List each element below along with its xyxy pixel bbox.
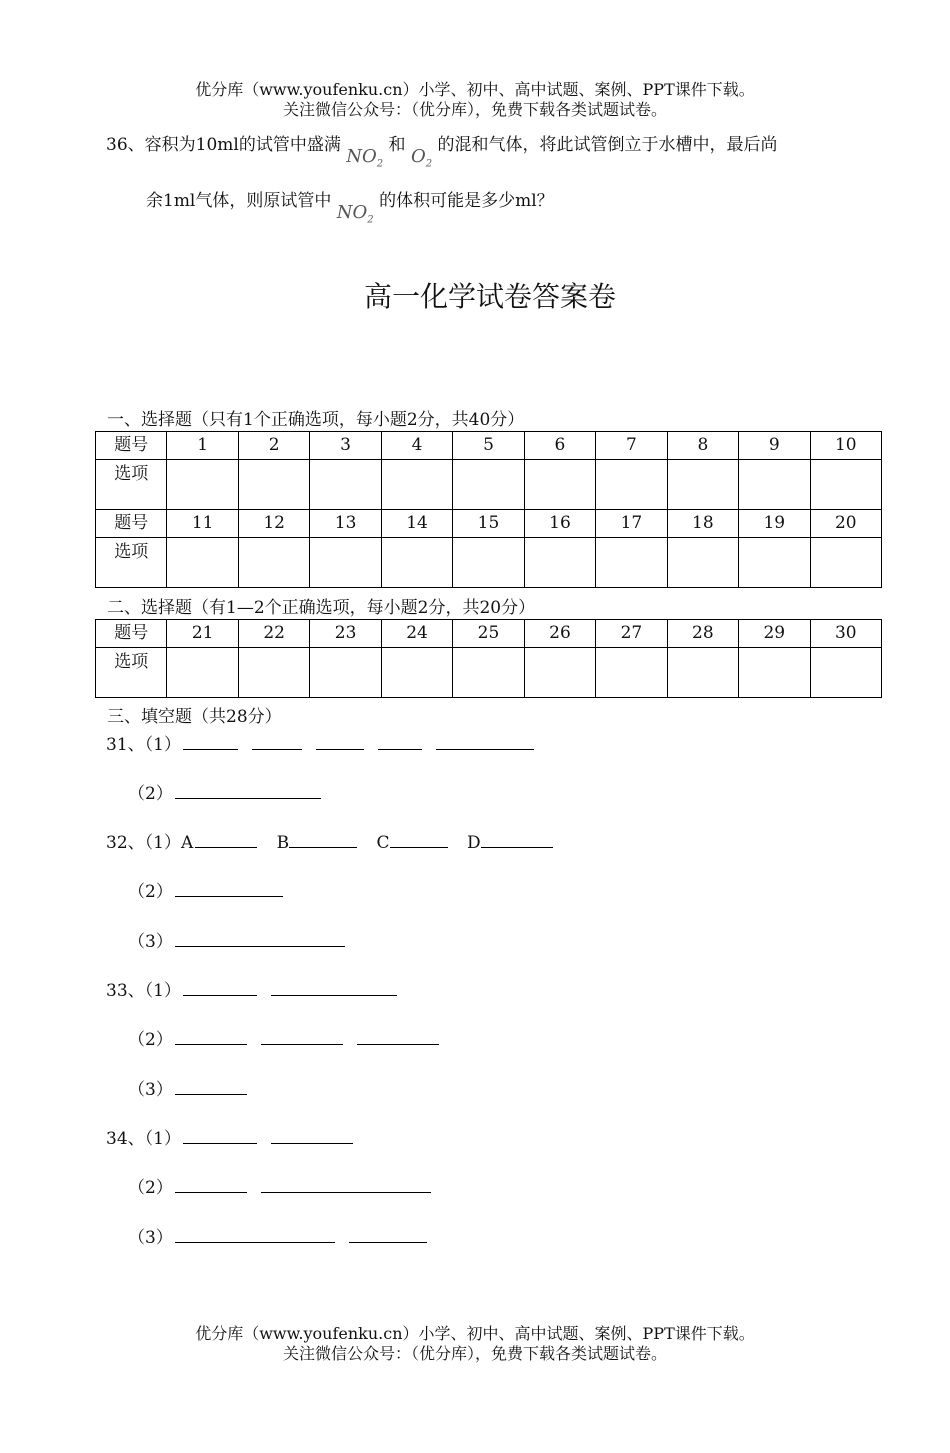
blank[interactable] xyxy=(357,1027,439,1045)
q33-part2: （2） xyxy=(106,1025,453,1050)
blank[interactable] xyxy=(183,1126,257,1144)
answer-cell[interactable] xyxy=(167,460,238,510)
blank[interactable] xyxy=(271,978,397,996)
answer-cell[interactable] xyxy=(453,460,524,510)
page-footer xyxy=(0,1324,950,1364)
blank[interactable] xyxy=(349,1225,427,1243)
table-row xyxy=(96,460,882,510)
answer-label: 选项 xyxy=(96,460,167,510)
answer-cell[interactable] xyxy=(810,460,881,510)
answer-cell[interactable] xyxy=(453,538,524,588)
blank[interactable] xyxy=(271,1126,353,1144)
blank[interactable] xyxy=(481,830,553,848)
q34-part3: （3） xyxy=(106,1223,441,1248)
answer-cell[interactable] xyxy=(524,460,595,510)
answer-cell[interactable] xyxy=(310,460,381,510)
table-row xyxy=(96,648,882,698)
answer-cell[interactable] xyxy=(667,538,738,588)
answer-cell[interactable] xyxy=(453,648,524,698)
answer-cell[interactable] xyxy=(667,460,738,510)
blank[interactable] xyxy=(183,978,257,996)
answer-cell[interactable] xyxy=(739,460,810,510)
answer-cell[interactable] xyxy=(238,648,309,698)
blank[interactable] xyxy=(390,830,448,848)
table-row: 题号 11 12 13 14 15 16 17 18 19 20 xyxy=(96,510,882,538)
page-header xyxy=(0,80,950,120)
answer-cell[interactable] xyxy=(667,648,738,698)
blank[interactable] xyxy=(261,1175,431,1193)
q34-part2: （2） xyxy=(106,1173,445,1198)
header-line-2: 关注微信公众号：（优分库），免费下载各类试题试卷。 xyxy=(282,100,667,119)
row-label: 题号 xyxy=(96,432,167,460)
answer-cell[interactable] xyxy=(596,538,667,588)
answer-label: 选项 xyxy=(96,648,167,698)
blank[interactable] xyxy=(175,1175,247,1193)
answer-cell[interactable] xyxy=(381,538,452,588)
q34-part1: 34、（1） xyxy=(106,1124,367,1149)
formula-no2-2: $NO_2$ xyxy=(336,202,374,226)
footer-line-1: 优分库（www.youfenku.cn）小学、初中、高中试题、案例、PPT课件下载。 xyxy=(195,1324,755,1343)
blank[interactable] xyxy=(183,732,238,750)
blank[interactable] xyxy=(175,1077,247,1095)
answer-cell[interactable] xyxy=(810,538,881,588)
answer-cell[interactable] xyxy=(739,648,810,698)
blank[interactable] xyxy=(261,1027,343,1045)
blank[interactable] xyxy=(252,732,302,750)
answer-cell[interactable] xyxy=(381,648,452,698)
blank[interactable] xyxy=(436,732,534,750)
blank[interactable] xyxy=(175,879,283,897)
answer-cell[interactable] xyxy=(596,648,667,698)
q31-part2: （2） xyxy=(106,779,335,804)
section-2-answer-table xyxy=(95,619,882,698)
row-label: 题号 xyxy=(96,620,167,648)
section-3-heading: 三、填空题（共28分） xyxy=(107,707,282,727)
answer-cell[interactable] xyxy=(310,538,381,588)
section-1-heading: 一、选择题（只有1个正确选项，每小题2分，共40分） xyxy=(107,410,525,430)
answer-cell[interactable] xyxy=(524,648,595,698)
blank[interactable] xyxy=(175,781,321,799)
blank[interactable] xyxy=(175,1225,335,1243)
answer-cell[interactable] xyxy=(167,648,238,698)
section-1-answer-table xyxy=(95,431,882,588)
q32-part2: （2） xyxy=(106,877,297,902)
answer-cell[interactable] xyxy=(739,538,810,588)
q33-part1: 33、（1） xyxy=(106,976,411,1001)
answer-cell[interactable] xyxy=(238,460,309,510)
question-36-line-1: 36、容积为10ml的试管中盛满 $NO_2$ 和 $O_2$ 的混和气体，将此试管倒立于水槽中，最后尚 xyxy=(106,135,778,170)
answer-cell[interactable] xyxy=(310,648,381,698)
answer-cell[interactable] xyxy=(381,460,452,510)
blank[interactable] xyxy=(316,732,364,750)
answer-cell[interactable] xyxy=(238,538,309,588)
formula-no2: $NO_2$ xyxy=(346,146,384,170)
table-row xyxy=(96,538,882,588)
formula-o2: $O_2$ xyxy=(410,146,433,170)
section-2-heading: 二、选择题（有1—2个正确选项，每小题2分，共20分） xyxy=(107,598,536,618)
footer-line-2: 关注微信公众号：（优分库），免费下载各类试题试卷。 xyxy=(282,1344,667,1363)
q32-part3: （3） xyxy=(106,927,359,952)
q33-part3: （3） xyxy=(106,1075,261,1100)
answer-cell[interactable] xyxy=(524,538,595,588)
header-line-1: 优分库（www.youfenku.cn）小学、初中、高中试题、案例、PPT课件下载。 xyxy=(195,80,755,99)
answer-label: 选项 xyxy=(96,538,167,588)
q31-part1: 31、（1） xyxy=(106,730,548,755)
blank[interactable] xyxy=(195,830,257,848)
question-36-line-2: 余1ml气体，则原试管中 $NO_2$ 的体积可能是多少ml？ xyxy=(146,191,554,226)
page-title: 高一化学试卷答案卷 xyxy=(363,280,616,313)
blank[interactable] xyxy=(378,732,422,750)
answer-cell[interactable] xyxy=(167,538,238,588)
table-row: 题号 21 22 23 24 25 26 27 28 29 30 xyxy=(96,620,882,648)
blank[interactable] xyxy=(289,830,357,848)
row-label: 题号 xyxy=(96,510,167,538)
answer-cell[interactable] xyxy=(596,460,667,510)
blank[interactable] xyxy=(175,929,345,947)
q32-part1: 32、（1）A B C D xyxy=(106,828,567,853)
answer-cell[interactable] xyxy=(810,648,881,698)
blank[interactable] xyxy=(175,1027,247,1045)
table-row: 题号 1 2 3 4 5 6 7 8 9 10 xyxy=(96,432,882,460)
